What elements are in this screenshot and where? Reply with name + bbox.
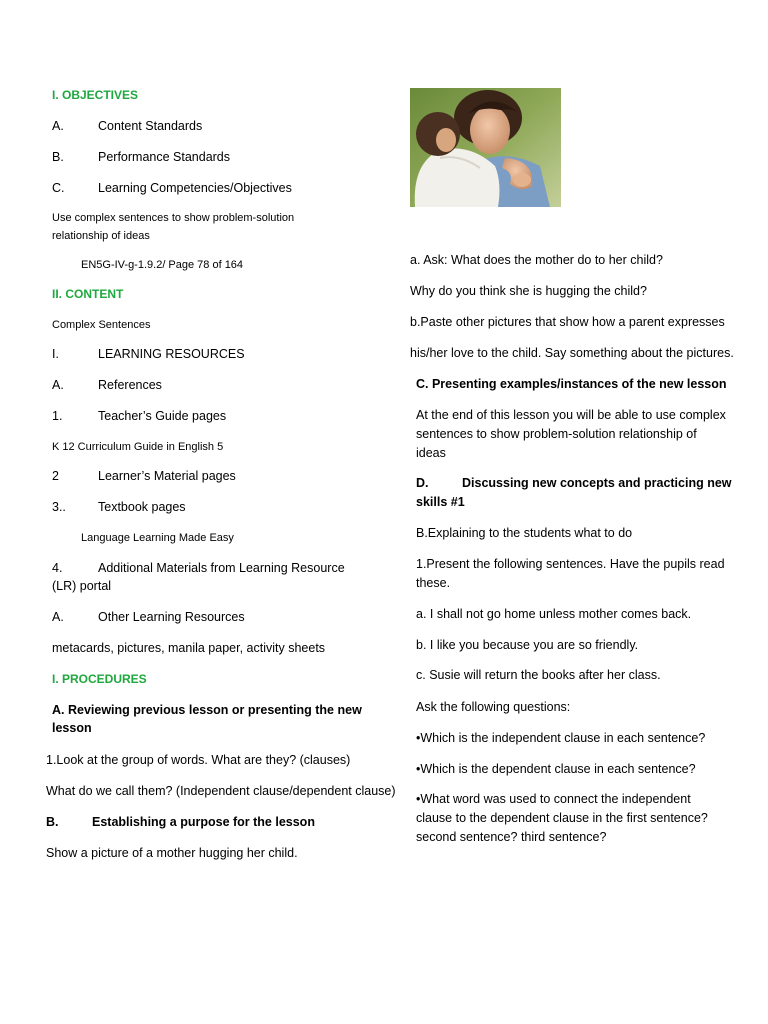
content-text: Complex Sentences [52,319,151,331]
lesson-goal-line-2: sentences to show problem-solution relationship of [416,427,697,441]
resources-label: I. [52,347,59,361]
ask-question: a. Ask: What does the mother do to her child? [410,253,663,267]
paste-instruction: b.Paste other pictures that show how a parent expresses [410,315,725,329]
procedure-d-label: D. [416,476,429,490]
learners-material-text: Learner’s Material pages [98,469,236,483]
textbook-title: Language Learning Made Easy [81,532,234,544]
procedure-c-heading: C. Presenting examples/instances of the new lesson [416,377,727,391]
obj-c-text: Learning Competencies/Objectives [98,181,292,195]
procedure-d-line-1: Discussing new concepts and practicing new [462,476,732,490]
sentence-a: a. I shall not go home unless mother comes back. [416,607,692,621]
obj-a-text: Content Standards [98,119,203,133]
curriculum-guide: K 12 Curriculum Guide in English 5 [52,441,224,453]
sentence-b: b. I like you because you are so friendly. [416,638,639,652]
additional-materials-line-2: (LR) portal [52,579,112,593]
additional-materials-line-1: Additional Materials from Learning Resource [98,561,345,575]
additional-materials-label: 4. [52,561,63,575]
bullet-question-3-line-2: clause to the dependent clause in the first sentence? [416,811,708,825]
procedure-a-line-2: lesson [52,721,92,735]
procedure-d-line-2: skills #1 [416,495,465,509]
procedures-heading: I. PROCEDURES [52,672,147,686]
show-picture-instruction: Show a picture of a mother hugging her child. [46,846,298,860]
lesson-goal-line-3: ideas [416,446,446,460]
bullet-question-2: •Which is the dependent clause in each sentence? [416,762,696,776]
bullet-question-3-line-3: second sentence? third sentence? [416,830,607,844]
textbook-label: 3.. [52,500,66,514]
procedure-b-label: B. [46,815,59,829]
lesson-goal-line-1: At the end of this lesson you will be able to use complex [416,408,726,422]
mother-hugging-child-photo [410,88,561,207]
sentence-c: c. Susie will return the books after her class. [416,668,661,682]
love-instruction: his/her love to the child. Say something about the pictures. [410,346,734,360]
competency-line-1: Use complex sentences to show problem-solution [52,212,295,224]
why-question: Why do you think she is hugging the child? [410,284,647,298]
obj-c-label: C. [52,181,65,195]
obj-b-text: Performance Standards [98,150,231,164]
bullet-question-1: •Which is the independent clause in each sentence? [416,731,706,745]
present-line-1: 1.Present the following sentences. Have the pupils read [416,557,725,571]
bullet-question-3-line-1: •What word was used to connect the independent [416,792,691,806]
obj-a-label: A. [52,119,64,133]
references-text: References [98,378,162,392]
other-resources-label: A. [52,610,64,624]
obj-b-label: B. [52,150,64,164]
content-heading: II. CONTENT [52,287,124,301]
references-label: A. [52,378,64,392]
procedure-a-line-1: A. Reviewing previous lesson or presenting the new [52,703,362,717]
other-resources-text: Other Learning Resources [98,610,245,624]
procedure-b-text: Establishing a purpose for the lesson [92,815,315,829]
present-line-2: these. [416,576,451,590]
competency-line-2: relationship of ideas [52,230,150,242]
ask-questions-label: Ask the following questions: [416,700,571,714]
resources-text: LEARNING RESOURCES [98,347,245,361]
objectives-heading: I. OBJECTIVES [52,88,139,102]
explaining-instruction: B.Explaining to the students what to do [416,526,633,540]
question-1: 1.Look at the group of words. What are they? (clauses) [46,753,351,767]
question-2: What do we call them? (Independent clause/dependent clause) [46,784,396,798]
teachers-guide-label: 1. [52,409,63,423]
competency-code: EN5G-IV-g-1.9.2/ Page 78 of 164 [81,259,244,271]
materials-list: metacards, pictures, manila paper, activity sheets [52,641,326,655]
learners-material-label: 2 [52,469,59,483]
teachers-guide-text: Teacher’s Guide pages [98,409,227,423]
textbook-text: Textbook pages [98,500,186,514]
